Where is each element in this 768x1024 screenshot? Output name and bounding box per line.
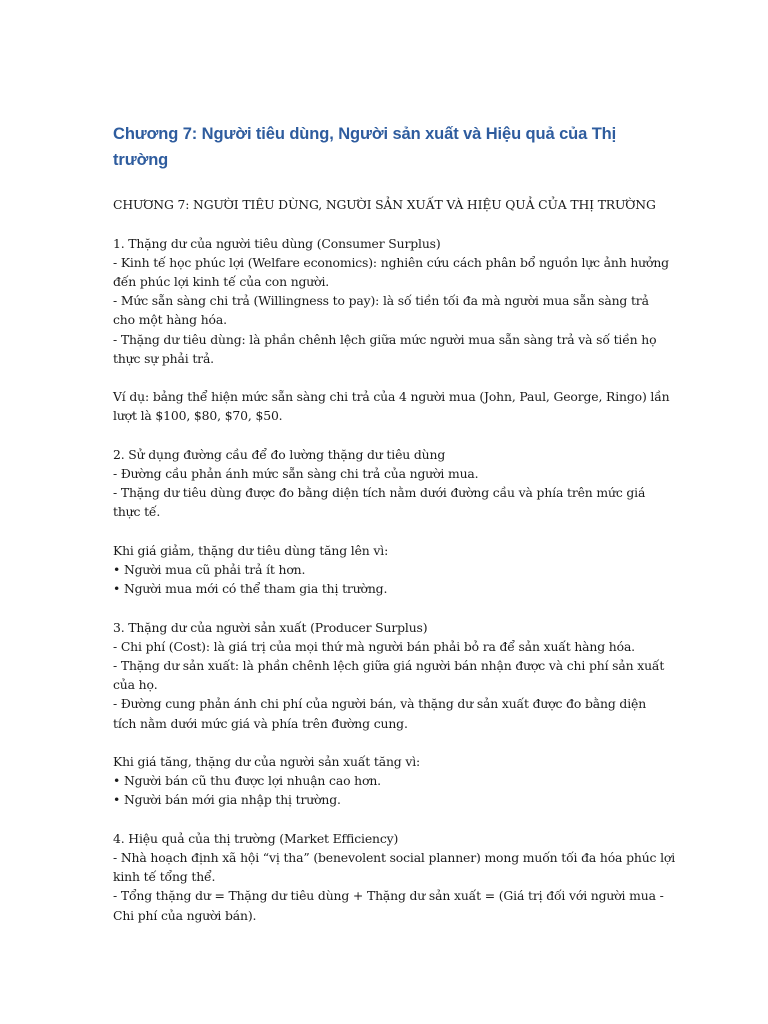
paragraph-line: đến phúc lợi kinh tế của con người. <box>113 274 330 289</box>
document-page <box>113 121 676 925</box>
paragraph-spacer <box>113 368 661 387</box>
section-market-efficiency <box>113 829 676 925</box>
paragraph-spacer <box>113 810 661 829</box>
section-consumer-surplus <box>113 234 670 426</box>
paragraph-line: Chi phí của người bán). <box>113 907 257 923</box>
bullet-item: • Người bán cũ thu được lợi nhuận cao hơn. <box>113 773 381 789</box>
paragraph-line: - Thặng dư tiêu dùng: là phần chênh lệch giữa mức người mua sẵn sàng trả và số tiền họ <box>113 331 657 347</box>
paragraph-line: cho một hàng hóa. <box>113 312 227 328</box>
bullet-item: • Người bán mới gia nhập thị trường. <box>113 792 341 808</box>
section-demand-curve <box>113 445 661 599</box>
paragraph-line: - Đường cầu phản ánh mức sẵn sàng chi trả của người mua. <box>113 466 479 481</box>
section-title: 1. Thặng dư của người tiêu dùng (Consumer Surplus) <box>113 235 441 251</box>
paragraph-line: - Chi phí (Cost): là giá trị của mọi thứ mà người bán phải bỏ ra để sản xuất hàng hóa. <box>113 638 635 654</box>
paragraph-spacer <box>113 733 661 752</box>
paragraph-line: - Thặng dư tiêu dùng được đo bằng diện tích nằm dưới đường cầu và phía trên mức giá <box>113 485 646 501</box>
note-line: Khi giá giảm, thặng dư tiêu dùng tăng lên vì: <box>113 542 389 558</box>
paragraph-line: thực sự phải trả. <box>113 350 214 366</box>
section-title: 4. Hiệu quả của thị trường (Market Efficiency) <box>113 830 399 846</box>
bullet-item: • Người mua cũ phải trả ít hơn. <box>113 562 306 577</box>
note-line: Khi giá tăng, thặng dư của người sản xuất tăng vì: <box>113 754 421 769</box>
chapter-heading: CHƯƠNG 7: NGƯỜI TIÊU DÙNG, NGƯỜI SẢN XUẤT VÀ HIỆU QUẢ CỦA THỊ TRƯỜNG <box>113 197 656 212</box>
paragraph-line: thực tế. <box>113 504 161 520</box>
section-title: 2. Sử dụng đường cầu để đo lường thặng dư tiêu dùng <box>113 446 446 462</box>
bullet-item: • Người mua mới có thể tham gia thị trường. <box>113 581 388 597</box>
example-line: lượt là $100, $80, $70, $50. <box>113 408 283 424</box>
paragraph-line: - Đường cung phản ánh chi phí của người bán, và thặng dư sản xuất được đo bằng diện <box>113 696 647 712</box>
paragraph-line: - Tổng thặng dư = Thặng dư tiêu dùng + Thặng dư sản xuất = (Giá trị đối với người mua - <box>113 888 664 904</box>
paragraph-line: kinh tế tổng thể. <box>113 869 216 885</box>
paragraph-spacer <box>113 522 661 541</box>
example-line: Ví dụ: bảng thể hiện mức sẵn sàng chi trả của 4 người mua (John, Paul, George, Ringo) lần <box>113 389 670 405</box>
paragraph-line: - Thặng dư sản xuất: là phần chênh lệch giữa giá người bán nhận được và chi phí sản xuất <box>113 658 665 673</box>
document-title: Chương 7: Người tiêu dùng, Người sản xuất và Hiệu quả của Thị trường <box>113 125 617 169</box>
paragraph-line: - Nhà hoạch định xã hội “vị tha” (benevolent social planner) mong muốn tối đa hóa phúc lợi <box>113 850 676 865</box>
paragraph-line: của họ. <box>113 677 158 693</box>
paragraph-line: - Kinh tế học phúc lợi (Welfare economics): nghiên cứu cách phân bổ nguồn lực ảnh hưởng <box>113 254 669 270</box>
paragraph-line: - Mức sẵn sàng chi trả (Willingness to pay): là số tiền tối đa mà người mua sẵn sàng trả <box>113 293 649 309</box>
paragraph-spacer <box>113 598 661 617</box>
section-producer-surplus <box>113 618 665 810</box>
section-title: 3. Thặng dư của người sản xuất (Producer Surplus) <box>113 619 428 635</box>
paragraph-line: tích nằm dưới mức giá và phía trên đường cung. <box>113 715 408 731</box>
paragraph-spacer <box>113 426 661 445</box>
